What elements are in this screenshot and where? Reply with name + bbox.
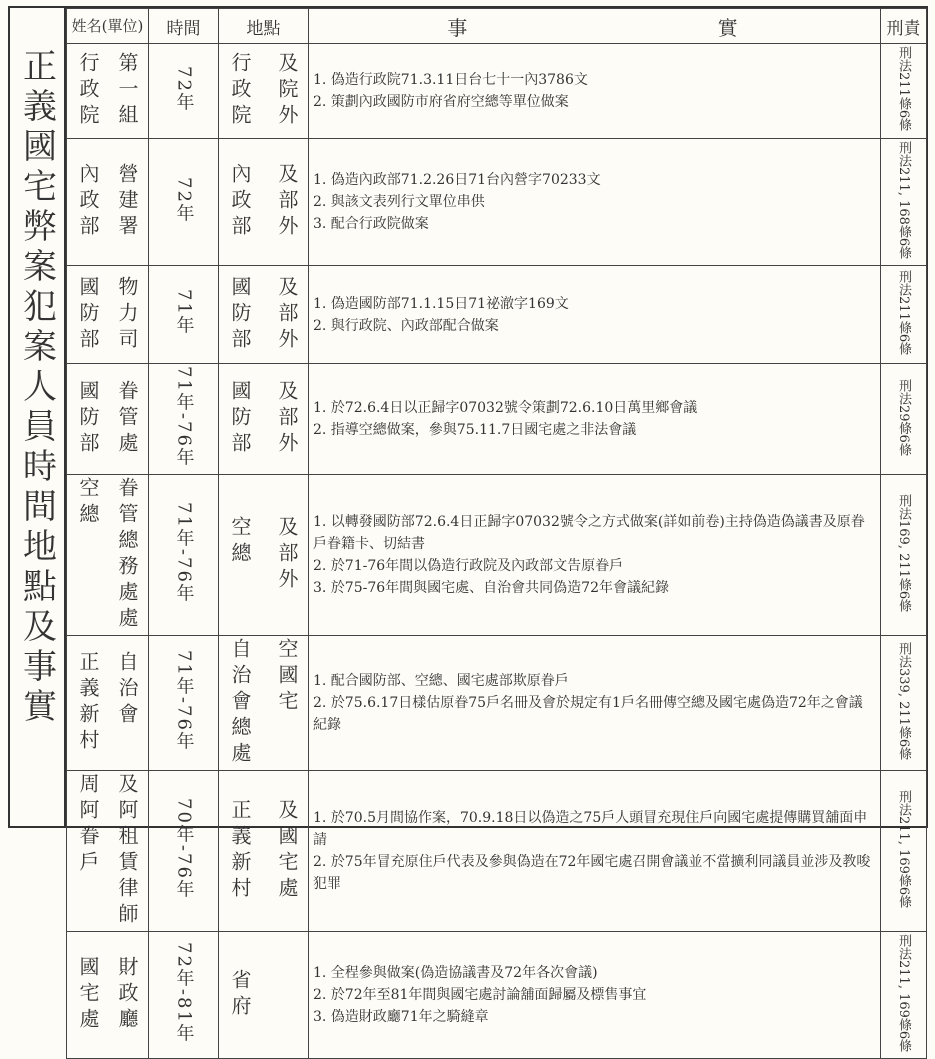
row-place [219,636,309,771]
place-secondary: 及部外 [275,380,299,459]
row-responsibility [881,932,927,1059]
header-place: 地點 [219,9,309,44]
row-facts [309,266,881,364]
time-value: 71年-76年 [173,650,195,752]
header-resp: 刑責 [881,9,927,44]
org-name: 行政院 [76,52,100,130]
org-name: 國防部 [76,275,100,354]
place-primary: 正義新村 [228,799,252,904]
case-table [66,8,927,1059]
fact-item: 1. 偽造行政院71.3.11日台七十一內3786文 [313,72,588,88]
resp-value: 刑法211, 169條6條 [896,934,911,1053]
place-secondary: 及國宅處 [275,799,299,904]
table-row [67,266,927,364]
fact-item: 1. 於72.6.4日以正歸字07032號令策劃72.6.10日萬里鄉會議 [313,400,698,417]
row-organization [67,364,149,475]
header-facts-b: 實 [717,15,742,40]
resp-value: 刑法211條6條 [896,46,911,132]
row-place [219,771,309,932]
org-unit: 及阿租賃律師 [115,773,139,930]
fact-item: 3. 配合行政院做案 [313,216,429,233]
table-row [67,364,927,475]
table-row [67,771,927,932]
table-row [67,932,927,1059]
org-name: 國宅處 [76,956,100,1035]
document-title: 正義國宅弊案犯案人員時間地點及事實 [16,48,57,728]
row-organization [67,139,149,266]
row-responsibility [881,139,927,266]
org-unit: 營建署 [115,163,139,242]
resp-value: 刑法211, 169條6條 [896,789,911,909]
row-time [149,44,219,139]
row-organization [67,266,149,364]
row-place [219,364,309,475]
fact-item: 2. 與行政院、內政部配合做案 [313,317,499,334]
fact-item: 1. 偽造國防部71.1.15日71祕澈字169文 [313,295,569,312]
document-title-column [10,8,66,826]
fact-item: 1. 全程參與做案(偽造協議書及72年各次會議) [313,965,598,982]
fact-item: 2. 於71-76年間以偽造行政院及內政部文告原眷戶 [313,558,624,575]
row-time [149,636,219,771]
table-row [67,475,927,636]
fact-item: 2. 於75.6.17日樣估原眷75戶名冊及會於規定有1戶名冊傳空總及國宅處偽造72年之會議紀錄 [313,695,863,734]
resp-value: 刑法29條6條 [896,378,911,456]
row-time [149,364,219,475]
org-unit: 財政廳 [115,956,139,1035]
row-time [149,139,219,266]
table-row [67,139,927,266]
org-name: 內政部 [76,163,100,242]
place-secondary: 及部外 [275,275,299,354]
row-facts [309,364,881,475]
org-unit: 第一組 [115,52,139,130]
row-place [219,139,309,266]
org-unit: 眷管總務處處 [115,477,139,634]
row-time [149,932,219,1059]
fact-item: 2. 與該文表列行文單位串供 [313,194,485,211]
row-facts [309,636,881,771]
place-secondary: 及部外 [275,516,299,595]
table-row [67,636,927,771]
fact-item: 1. 以轉發國防部72.6.4日正歸字07032號令之方式做案(詳如前卷)主持偽造偽議書及原眷戶眷籍卡、切結書 [313,514,865,553]
row-responsibility [881,475,927,636]
fact-item: 2. 指導空總做案，參與75.11.7日國宅處之非法會議 [313,422,637,439]
row-time [149,475,219,636]
row-responsibility [881,771,927,932]
time-value: 71年-76年 [173,366,195,469]
time-value: 71年 [173,289,195,337]
place-primary: 省府 [228,969,252,1022]
row-time [149,771,219,932]
row-organization [67,932,149,1059]
time-value: 72年 [173,65,195,113]
time-value: 71年-76年 [173,502,195,604]
header-row [67,9,927,44]
time-value: 70年-76年 [173,798,195,900]
header-name: 姓名(單位) [67,9,149,44]
row-responsibility [881,44,927,139]
place-secondary: 空國宅 [275,638,299,717]
row-organization [67,636,149,771]
time-value: 72年 [173,176,195,224]
row-place [219,475,309,636]
place-primary: 國防部 [228,380,252,459]
row-responsibility [881,364,927,475]
header-facts [309,9,881,44]
fact-item: 3. 偽造財政廳71年之騎縫章 [313,1009,489,1026]
fact-item: 2. 策劃內政國防市府省府空總等單位做案 [313,94,569,110]
org-name: 國防部 [76,380,100,459]
org-unit: 眷管處 [115,380,139,459]
org-name: 正義新村 [76,651,100,756]
place-primary: 自治會總處 [228,638,252,769]
row-organization [67,475,149,636]
org-name: 空總 [76,477,100,530]
org-unit: 物力司 [115,275,139,354]
place-primary: 行政院 [228,52,252,130]
place-primary: 內政部 [228,163,252,242]
header-time: 時間 [149,9,219,44]
place-secondary: 及部外 [275,163,299,242]
row-facts [309,771,881,932]
fact-item: 1. 配合國防部、空總、國宅處部欺原眷戶 [313,673,569,690]
row-place [219,266,309,364]
resp-value: 刑法211, 168條6條 [896,141,911,260]
place-secondary: 及院外 [275,52,299,130]
resp-value: 刑法169, 211條6條 [896,493,911,613]
fact-item: 2. 於72年至81年間與國宅處討論舖面歸屬及標售事宜 [313,987,647,1004]
row-facts [309,475,881,636]
org-name: 周阿眷戶 [76,773,100,878]
row-facts [309,932,881,1059]
row-responsibility [881,636,927,771]
row-time [149,266,219,364]
fact-item: 2. 於75年冒充原住戶代表及參與偽造在72年國宅處召開會議並不當擴利同議員並涉及教唆犯罪 [313,854,871,893]
document-sheet [8,6,928,1053]
fact-item: 1. 偽造內政部71.2.26日71台內營字70233文 [313,172,601,189]
header-facts-a: 事 [447,15,472,40]
resp-value: 刑法211條6條 [896,270,911,356]
row-responsibility [881,266,927,364]
resp-value: 刑法339, 211條6條 [896,641,911,761]
table-row [67,44,927,139]
row-organization [67,771,149,932]
place-primary: 國防部 [228,275,252,354]
row-facts [309,139,881,266]
row-place [219,932,309,1059]
time-value: 72年-81年 [173,942,195,1045]
row-organization [67,44,149,139]
place-primary: 空總 [228,516,252,569]
fact-item: 1. 於70.5月間協作案，70.9.18日以偽造之75戶人頭冒充現住戶向國宅處提傳購買舖面申請 [313,810,868,849]
fact-item: 3. 於75-76年間與國宅處、自治會共同偽造72年會議紀錄 [313,580,669,597]
row-place [219,44,309,139]
org-unit: 自治會 [115,651,139,730]
row-facts [309,44,881,139]
